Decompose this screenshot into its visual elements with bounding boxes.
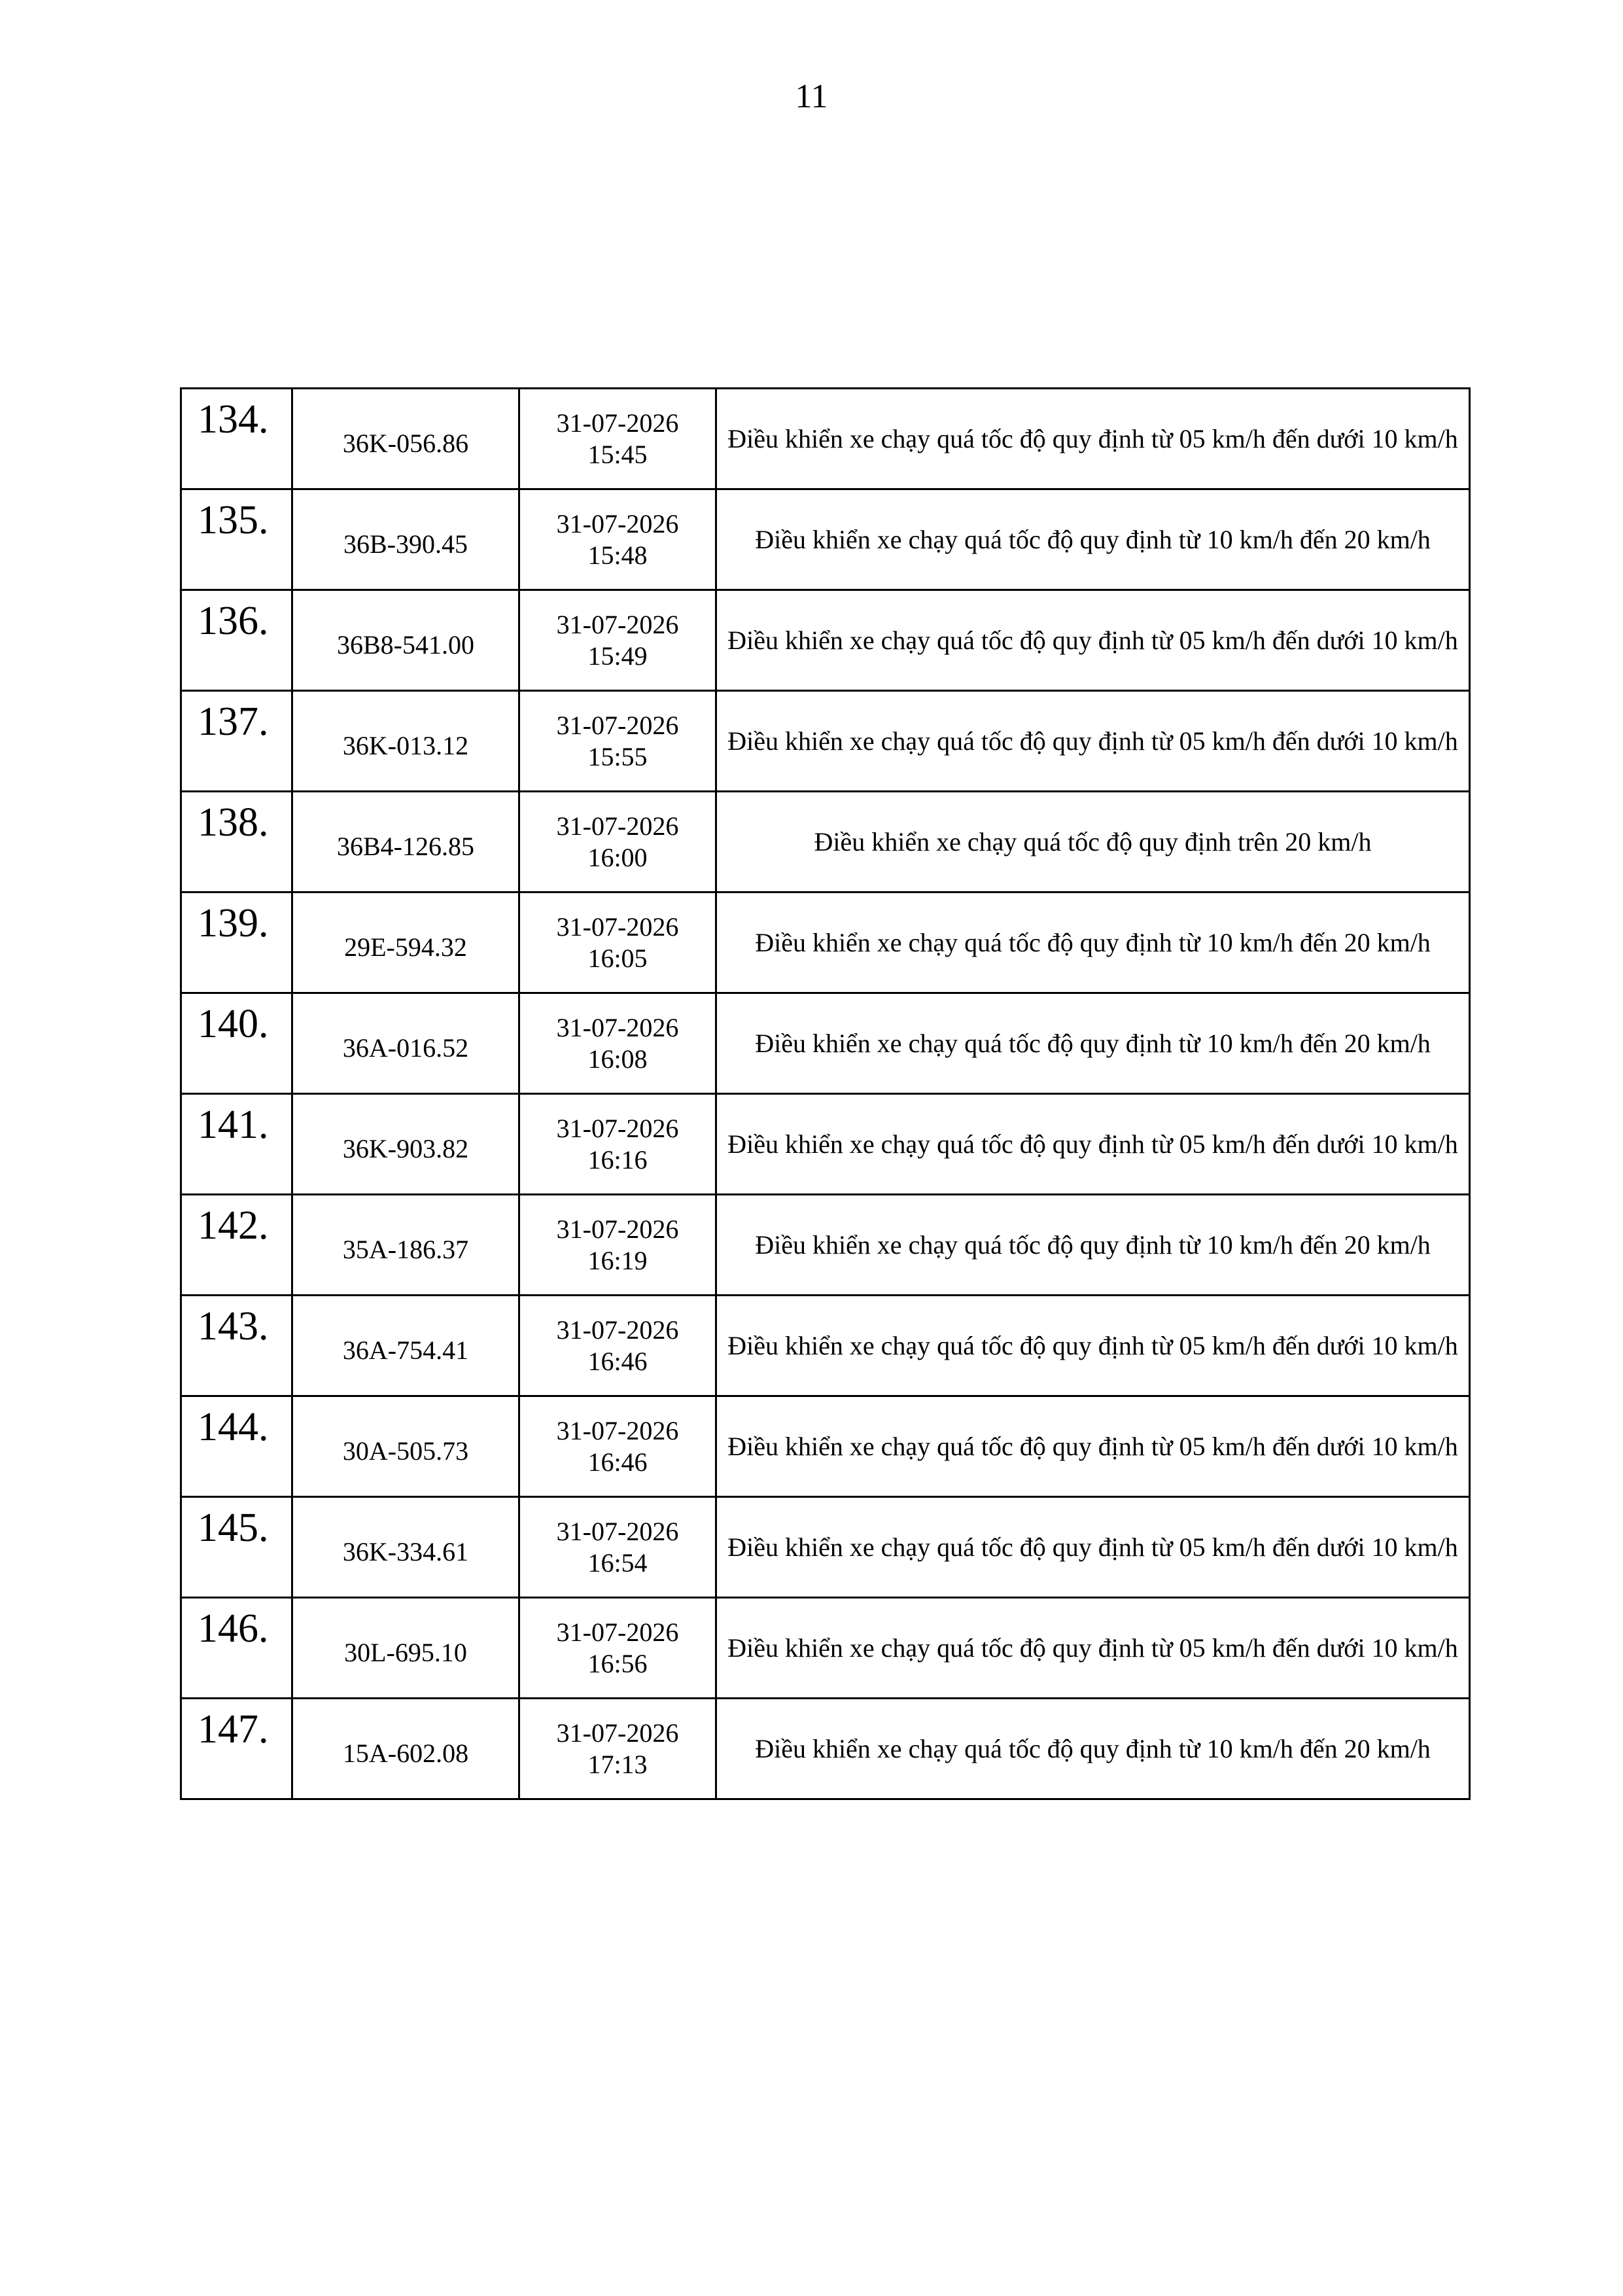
violation-date: 31-07-2026	[556, 811, 679, 841]
datetime-cell	[519, 389, 716, 489]
table-row	[181, 1699, 1470, 1799]
violation-description: Điều khiển xe chạy quá tốc độ quy định trên 20 km/h	[716, 792, 1470, 892]
row-index-cell	[181, 1195, 292, 1296]
violation-time: 16:19	[587, 1245, 648, 1275]
row-index: 138.	[198, 800, 269, 845]
license-plate: 30L-695.10	[344, 1637, 467, 1667]
license-plate-cell	[292, 489, 519, 590]
license-plate-cell	[292, 590, 519, 691]
table-row	[181, 1094, 1470, 1195]
license-plate: 36K-013.12	[342, 730, 469, 760]
row-index-cell	[181, 1497, 292, 1598]
violation-description: Điều khiển xe chạy quá tốc độ quy định từ 05 km/h đến dưới 10 km/h	[716, 1598, 1470, 1699]
datetime-cell	[519, 892, 716, 993]
violation-description: Điều khiển xe chạy quá tốc độ quy định từ 05 km/h đến dưới 10 km/h	[716, 1296, 1470, 1396]
violation-date: 31-07-2026	[556, 1415, 679, 1445]
datetime-cell	[519, 1296, 716, 1396]
violation-time: 16:00	[587, 842, 648, 872]
table-row	[181, 1195, 1470, 1296]
license-plate-cell	[292, 389, 519, 489]
row-index-cell	[181, 1699, 292, 1799]
row-index-cell	[181, 1296, 292, 1396]
datetime-cell	[519, 792, 716, 892]
row-index: 136.	[198, 599, 269, 643]
violation-date: 31-07-2026	[556, 710, 679, 740]
license-plate: 35A-186.37	[342, 1234, 469, 1264]
violation-date: 31-07-2026	[556, 508, 679, 539]
row-index: 135.	[198, 498, 269, 542]
table-row	[181, 1396, 1470, 1497]
violation-time: 16:46	[587, 1447, 648, 1477]
datetime-cell	[519, 1699, 716, 1799]
license-plate: 15A-602.08	[342, 1738, 469, 1768]
violation-time: 15:45	[587, 439, 648, 469]
row-index: 146.	[198, 1606, 269, 1651]
violation-time: 15:48	[587, 540, 648, 570]
license-plate-cell	[292, 1497, 519, 1598]
license-plate: 36B8-541.00	[337, 629, 474, 660]
violation-description: Điều khiển xe chạy quá tốc độ quy định từ 05 km/h đến dưới 10 km/h	[716, 1497, 1470, 1598]
license-plate-cell	[292, 1396, 519, 1497]
page-number: 11	[795, 78, 828, 115]
violation-date: 31-07-2026	[556, 408, 679, 438]
violations-table	[180, 387, 1471, 1800]
row-index-cell	[181, 1094, 292, 1195]
violation-date: 31-07-2026	[556, 1315, 679, 1345]
row-index-cell	[181, 993, 292, 1094]
row-index: 145.	[198, 1506, 269, 1550]
violation-description: Điều khiển xe chạy quá tốc độ quy định từ 10 km/h đến 20 km/h	[716, 892, 1470, 993]
row-index-cell	[181, 1598, 292, 1699]
license-plate: 29E-594.32	[344, 932, 467, 962]
license-plate-cell	[292, 792, 519, 892]
row-index: 144.	[198, 1405, 269, 1449]
violation-description: Điều khiển xe chạy quá tốc độ quy định từ 10 km/h đến 20 km/h	[716, 993, 1470, 1094]
violation-time: 15:49	[587, 641, 648, 671]
license-plate-cell	[292, 1094, 519, 1195]
table-row	[181, 389, 1470, 489]
row-index: 134.	[198, 397, 269, 442]
table-row	[181, 1598, 1470, 1699]
violation-description: Điều khiển xe chạy quá tốc độ quy định từ 05 km/h đến dưới 10 km/h	[716, 1094, 1470, 1195]
row-index: 137.	[198, 699, 269, 744]
license-plate: 36B-390.45	[343, 529, 468, 559]
license-plate: 36A-754.41	[342, 1335, 469, 1365]
row-index-cell	[181, 489, 292, 590]
violation-description: Điều khiển xe chạy quá tốc độ quy định từ 05 km/h đến dưới 10 km/h	[716, 590, 1470, 691]
violation-description: Điều khiển xe chạy quá tốc độ quy định từ 05 km/h đến dưới 10 km/h	[716, 1396, 1470, 1497]
violation-time: 16:56	[587, 1648, 648, 1678]
datetime-cell	[519, 993, 716, 1094]
datetime-cell	[519, 1094, 716, 1195]
violation-time: 15:55	[587, 741, 648, 771]
license-plate-cell	[292, 993, 519, 1094]
row-index: 139.	[198, 901, 269, 945]
violation-date: 31-07-2026	[556, 1617, 679, 1647]
violation-date: 31-07-2026	[556, 1718, 679, 1748]
table-row	[181, 792, 1470, 892]
table-row	[181, 590, 1470, 691]
violation-time: 16:16	[587, 1144, 648, 1174]
table-row	[181, 892, 1470, 993]
row-index-cell	[181, 691, 292, 792]
table-row	[181, 1296, 1470, 1396]
violation-date: 31-07-2026	[556, 1012, 679, 1042]
license-plate-cell	[292, 691, 519, 792]
license-plate-cell	[292, 892, 519, 993]
violations-table-body	[181, 389, 1470, 1799]
license-plate: 30A-505.73	[342, 1436, 469, 1466]
license-plate-cell	[292, 1699, 519, 1799]
row-index: 143.	[198, 1304, 269, 1349]
violation-time: 16:05	[587, 943, 648, 973]
license-plate: 36K-334.61	[342, 1536, 469, 1566]
datetime-cell	[519, 590, 716, 691]
license-plate: 36A-016.52	[342, 1033, 469, 1063]
violation-time: 16:08	[587, 1044, 648, 1074]
license-plate: 36B4-126.85	[337, 831, 474, 861]
violation-description: Điều khiển xe chạy quá tốc độ quy định từ 10 km/h đến 20 km/h	[716, 1699, 1470, 1799]
violation-date: 31-07-2026	[556, 911, 679, 942]
table-row	[181, 1497, 1470, 1598]
violation-time: 16:54	[587, 1547, 648, 1578]
violation-date: 31-07-2026	[556, 1516, 679, 1546]
row-index-cell	[181, 590, 292, 691]
violation-description: Điều khiển xe chạy quá tốc độ quy định từ 05 km/h đến dưới 10 km/h	[716, 691, 1470, 792]
violation-time: 17:13	[587, 1749, 648, 1779]
license-plate: 36K-056.86	[342, 428, 469, 458]
datetime-cell	[519, 1598, 716, 1699]
table-row	[181, 489, 1470, 590]
row-index-cell	[181, 389, 292, 489]
row-index: 140.	[198, 1002, 269, 1046]
datetime-cell	[519, 691, 716, 792]
row-index-cell	[181, 1396, 292, 1497]
table-row	[181, 993, 1470, 1094]
violation-date: 31-07-2026	[556, 1113, 679, 1143]
violation-description: Điều khiển xe chạy quá tốc độ quy định từ 10 km/h đến 20 km/h	[716, 489, 1470, 590]
table-row	[181, 691, 1470, 792]
row-index-cell	[181, 892, 292, 993]
license-plate: 36K-903.82	[342, 1133, 469, 1163]
violation-description: Điều khiển xe chạy quá tốc độ quy định từ 05 km/h đến dưới 10 km/h	[716, 389, 1470, 489]
license-plate-cell	[292, 1296, 519, 1396]
violation-date: 31-07-2026	[556, 1214, 679, 1244]
row-index: 142.	[198, 1203, 269, 1248]
violation-description: Điều khiển xe chạy quá tốc độ quy định từ 10 km/h đến 20 km/h	[716, 1195, 1470, 1296]
license-plate-cell	[292, 1195, 519, 1296]
violation-date: 31-07-2026	[556, 609, 679, 639]
datetime-cell	[519, 1497, 716, 1598]
row-index: 147.	[198, 1707, 269, 1752]
row-index: 141.	[198, 1103, 269, 1147]
license-plate-cell	[292, 1598, 519, 1699]
row-index-cell	[181, 792, 292, 892]
datetime-cell	[519, 1195, 716, 1296]
datetime-cell	[519, 489, 716, 590]
datetime-cell	[519, 1396, 716, 1497]
violation-time: 16:46	[587, 1346, 648, 1376]
